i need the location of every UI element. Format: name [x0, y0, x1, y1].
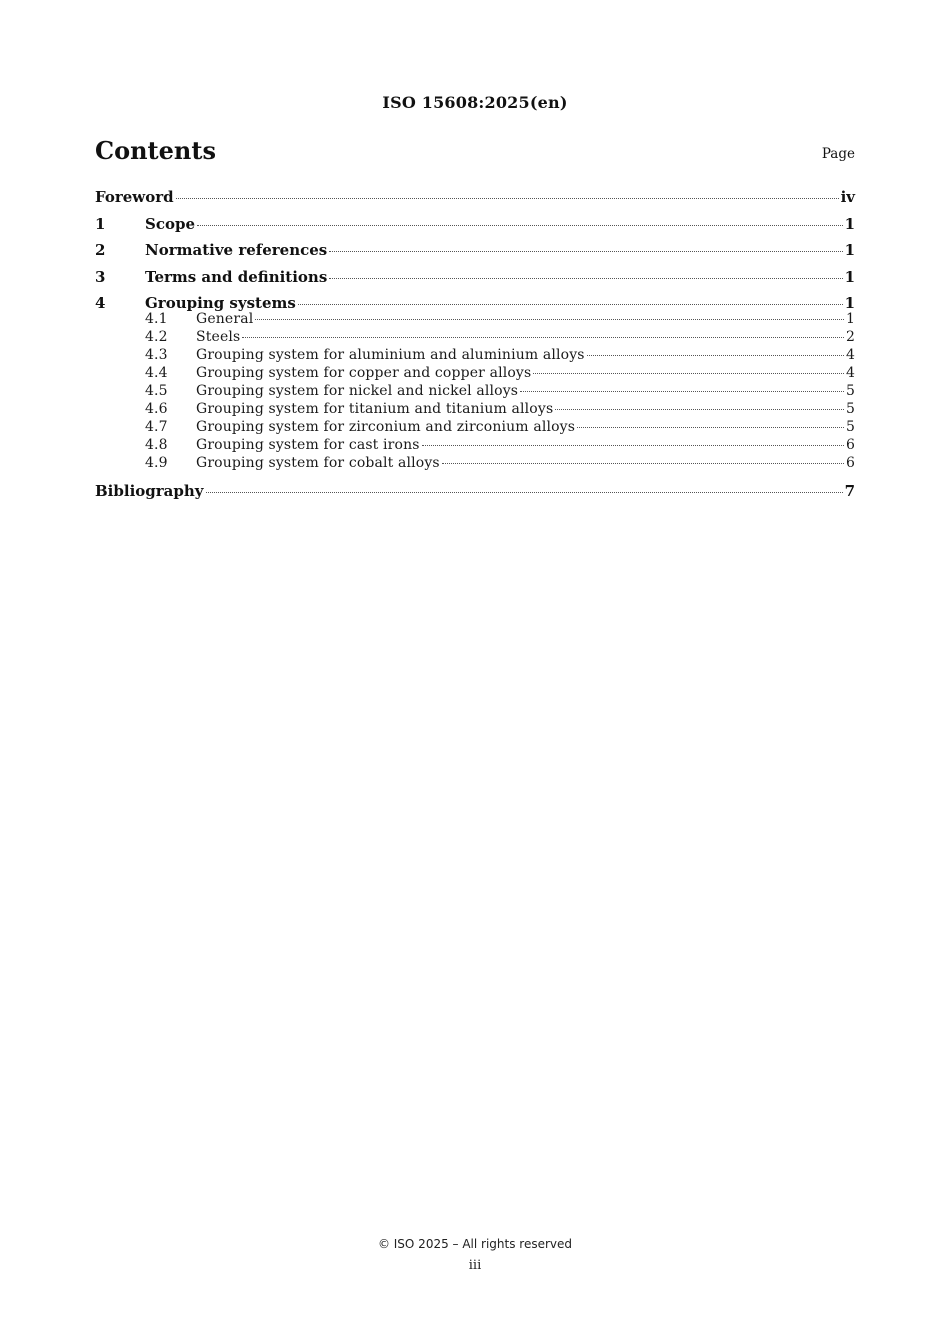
toc-entry-number: 4.7 — [145, 418, 168, 435]
toc-entry-number: 4.5 — [145, 382, 168, 399]
toc-entry-title: General — [196, 310, 254, 327]
dot-leader — [329, 251, 842, 252]
toc-entry-title: Terms and definitions — [145, 267, 328, 286]
dot-leader — [555, 409, 844, 410]
toc-entry-section-3[interactable] — [95, 266, 855, 293]
dot-leader — [242, 337, 844, 338]
page-column-label: Page — [821, 146, 855, 162]
toc-entry-page: iv — [840, 188, 855, 206]
toc-entry-title: Grouping system for titanium and titanium alloys — [196, 400, 554, 417]
document-header: ISO 15608:2025(en) — [382, 93, 568, 112]
toc-entry-subsection-4-4[interactable] — [95, 364, 855, 382]
toc-entry-bibliography[interactable] — [95, 480, 855, 507]
toc-entry-page: 5 — [845, 382, 855, 399]
toc-entry-subsection-4-6[interactable] — [95, 400, 855, 418]
toc-entry-title: Bibliography — [95, 481, 204, 500]
toc-entry-title: Grouping system for zirconium and zirconium alloys — [196, 418, 576, 435]
toc-entry-subsection-4-8[interactable] — [95, 436, 855, 454]
toc-entry-page: 1 — [845, 310, 855, 327]
toc-entry-page: 1 — [844, 214, 855, 233]
dot-leader — [329, 278, 842, 279]
toc-entry-number: 2 — [95, 241, 106, 259]
toc-entry-number: 4.3 — [145, 346, 168, 363]
toc-entry-subsection-4-2[interactable] — [95, 328, 855, 346]
page-number: iii — [468, 1258, 482, 1273]
toc-entry-page: 5 — [845, 418, 855, 435]
toc-entry-subsection-4-5[interactable] — [95, 382, 855, 400]
toc-entry-page: 1 — [844, 241, 855, 259]
toc-entry-number: 4.1 — [145, 310, 168, 327]
toc-entry-title: Grouping system for copper and copper alloys — [196, 364, 532, 381]
dot-leader — [422, 445, 844, 446]
copyright-notice: © ISO 2025 – All rights reserved — [377, 1237, 573, 1251]
toc-entry-title: Grouping system for aluminium and aluminium alloys — [196, 346, 585, 363]
toc-entry-title: Normative references — [145, 241, 328, 259]
toc-entry-number: 4.9 — [145, 454, 168, 471]
toc-entry-section-2[interactable] — [95, 239, 855, 266]
toc-entry-number: 4.6 — [145, 400, 168, 417]
toc-entry-page: 6 — [845, 436, 855, 453]
toc-entry-title: Steels — [196, 328, 241, 345]
dot-leader — [587, 355, 844, 356]
toc-entry-page: 1 — [844, 267, 855, 286]
toc-entry-subsection-4-7[interactable] — [95, 418, 855, 436]
toc-entry-title: Grouping systems — [145, 294, 296, 312]
toc-entry-page: 1 — [844, 294, 855, 312]
contents-title: Contents — [95, 136, 216, 165]
toc-entry-page: 4 — [845, 346, 855, 363]
dot-leader — [176, 198, 839, 199]
dot-leader — [197, 225, 843, 226]
toc-entry-foreword[interactable] — [95, 186, 855, 213]
toc-entry-page: 6 — [845, 454, 855, 471]
toc-entry-number: 4 — [95, 294, 106, 312]
toc-entry-page: 4 — [845, 364, 855, 381]
toc-entry-title: Grouping system for cast irons — [196, 436, 420, 453]
toc-entry-number: 1 — [95, 214, 106, 233]
toc-entry-number: 4.2 — [145, 328, 168, 345]
toc-entry-page: 7 — [844, 481, 855, 500]
dot-leader — [520, 391, 844, 392]
dot-leader — [298, 304, 843, 305]
toc-entry-page: 5 — [845, 400, 855, 417]
toc-entry-title: Foreword — [95, 188, 174, 206]
toc-entry-number: 4.8 — [145, 436, 168, 453]
toc-entry-page: 2 — [845, 328, 855, 345]
dot-leader — [206, 492, 843, 493]
toc-entry-subsection-4-3[interactable] — [95, 346, 855, 364]
toc-entry-section-1[interactable] — [95, 213, 855, 240]
toc-entry-subsection-4-9[interactable] — [95, 454, 855, 472]
toc-entry-title: Scope — [145, 214, 196, 233]
toc-entry-subsection-4-1[interactable] — [95, 310, 855, 328]
dot-leader — [255, 319, 844, 320]
dot-leader — [533, 373, 844, 374]
contents-heading — [95, 136, 855, 170]
toc-entry-number: 3 — [95, 267, 106, 286]
toc-entry-number: 4.4 — [145, 364, 168, 381]
dot-leader — [577, 427, 844, 428]
table-of-contents — [95, 186, 855, 506]
toc-entry-title: Grouping system for nickel and nickel alloys — [196, 382, 519, 399]
toc-entry-title: Grouping system for cobalt alloys — [196, 454, 440, 471]
dot-leader — [442, 463, 844, 464]
